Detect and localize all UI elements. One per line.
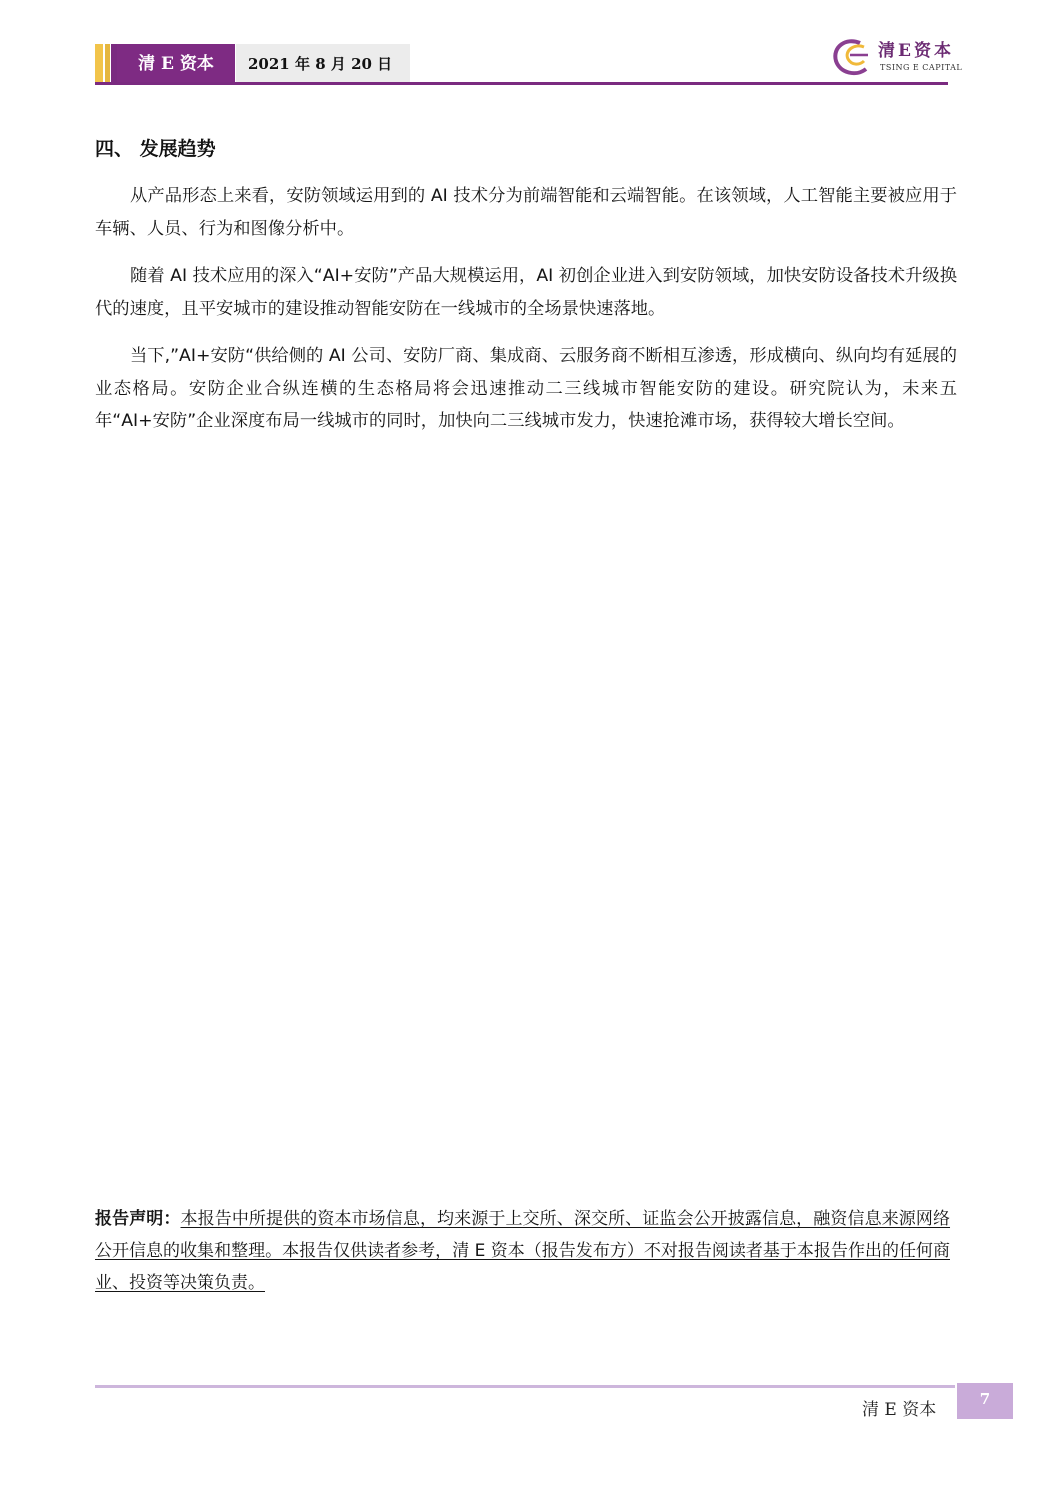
header-accent-gold [95,44,103,85]
header-date: 2021 年 8 月 20 日 [236,44,410,85]
disclaimer-text: 本报告中所提供的资本市场信息，均来源于上交所、深交所、证监会公开披露信息，融资信息来源网络公开信息的收集和整理。本报告仅供读者参考，清 E 资本（报告发布方）不对报告阅读者基于本报告作出的任何商业、投资等决策负责。 [95,1209,951,1293]
footer-divider [95,1385,955,1388]
logo-chinese-text: 清E资本 [878,41,954,61]
paragraph: 随着 AI 技术应用的深入“AI+安防”产品大规模运用，AI 初创企业进入到安防领域，加快安防设备技术升级换代的速度，且平安城市的建设推动智能安防在一线城市的全场景快速落地。 [95,266,957,319]
paragraph: 当下,”AI+安防“供给侧的 AI 公司、安防厂商、集成商、云服务商不断相互渗透，形成横向、纵向均有延展的业态格局。安防企业合纵连横的生态格局将会迅速推动二三线城市智能安防的建设。研究院认为，未来五年“AI+安防”企业深度布局一线城市的同时，加快向二三线城市发力，快速抢滩市场，获得较大增长空间。 [95,346,957,431]
logo-english-text: TSING E CAPITAL [880,63,963,72]
report-disclaimer [95,1203,950,1299]
section-title: 四、 发展趋势 [95,138,216,160]
footer-brand: 清 E 资本 [862,1400,937,1420]
page-number: 7 [957,1383,1013,1419]
disclaimer-label: 报告声明： [95,1209,181,1229]
header-brand: 清 E 资本 [117,44,235,85]
paragraph: 从产品形态上来看，安防领域运用到的 AI 技术分为前端智能和云端智能。在该领域，人工智能主要被应用于车辆、人员、行为和图像分析中。 [95,186,957,239]
header-accent-gold-2 [105,44,110,85]
header-divider [95,82,948,85]
